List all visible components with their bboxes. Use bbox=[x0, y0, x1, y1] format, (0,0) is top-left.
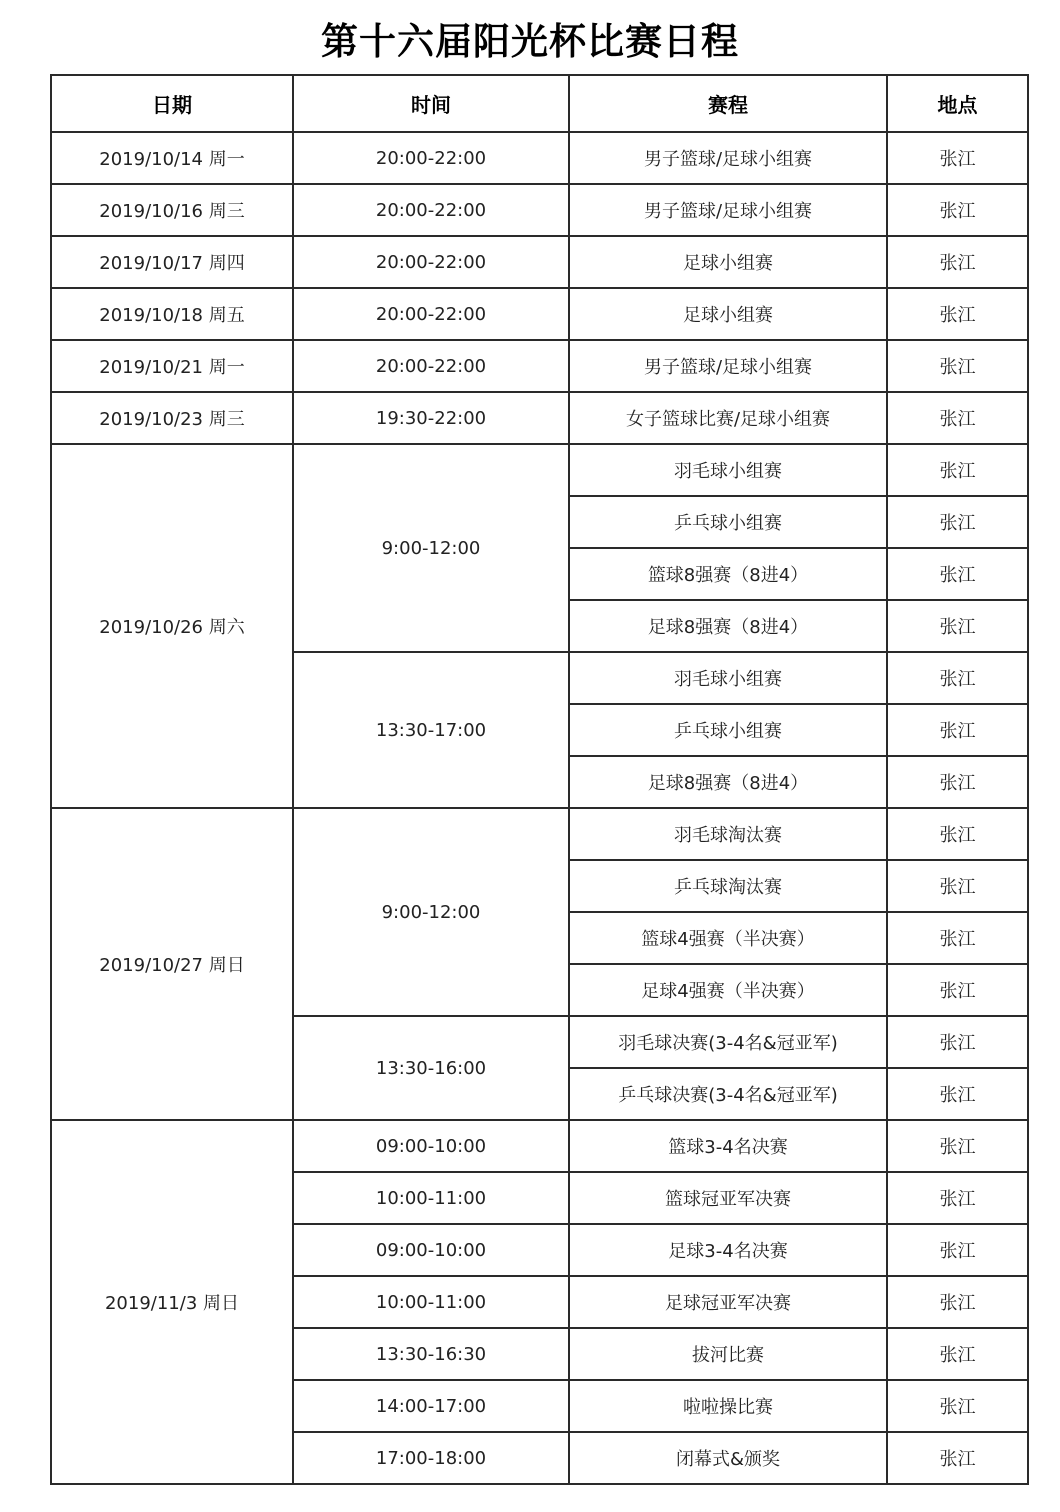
event-cell: 足球冠亚军决赛 bbox=[569, 1276, 887, 1328]
event-cell: 羽毛球淘汰赛 bbox=[569, 808, 887, 860]
location-cell: 张江 bbox=[887, 1068, 1028, 1120]
event-cell: 乒乓球淘汰赛 bbox=[569, 860, 887, 912]
location-cell: 张江 bbox=[887, 1276, 1028, 1328]
event-cell: 足球4强赛（半决赛） bbox=[569, 964, 887, 1016]
time-cell: 14:00-17:00 bbox=[293, 1380, 569, 1432]
date-cell: 2019/10/18 周五 bbox=[51, 288, 293, 340]
date-cell: 2019/10/27 周日 bbox=[51, 808, 293, 1120]
location-cell: 张江 bbox=[887, 1380, 1028, 1432]
time-cell: 19:30-22:00 bbox=[293, 392, 569, 444]
event-cell: 拔河比赛 bbox=[569, 1328, 887, 1380]
location-cell: 张江 bbox=[887, 444, 1028, 496]
event-cell: 篮球3-4名决赛 bbox=[569, 1120, 887, 1172]
event-cell: 男子篮球/足球小组赛 bbox=[569, 132, 887, 184]
page-title: 第十六届阳光杯比赛日程 bbox=[321, 20, 739, 63]
table-row bbox=[51, 808, 1028, 860]
date-cell: 2019/11/3 周日 bbox=[51, 1120, 293, 1484]
location-cell: 张江 bbox=[887, 808, 1028, 860]
table-row bbox=[51, 444, 1028, 496]
event-cell: 足球8强赛（8进4） bbox=[569, 756, 887, 808]
location-cell: 张江 bbox=[887, 1224, 1028, 1276]
location-cell: 张江 bbox=[887, 184, 1028, 236]
time-cell: 13:30-16:30 bbox=[293, 1328, 569, 1380]
event-cell: 足球3-4名决赛 bbox=[569, 1224, 887, 1276]
event-cell: 篮球8强赛（8进4） bbox=[569, 548, 887, 600]
location-cell: 张江 bbox=[887, 600, 1028, 652]
event-cell: 乒乓球小组赛 bbox=[569, 496, 887, 548]
location-cell: 张江 bbox=[887, 912, 1028, 964]
table-row bbox=[51, 392, 1028, 444]
time-cell: 20:00-22:00 bbox=[293, 184, 569, 236]
location-cell: 张江 bbox=[887, 756, 1028, 808]
location-cell: 张江 bbox=[887, 704, 1028, 756]
location-cell: 张江 bbox=[887, 964, 1028, 1016]
event-cell: 篮球冠亚军决赛 bbox=[569, 1172, 887, 1224]
location-cell: 张江 bbox=[887, 1328, 1028, 1380]
time-cell: 20:00-22:00 bbox=[293, 236, 569, 288]
location-cell: 张江 bbox=[887, 1120, 1028, 1172]
location-cell: 张江 bbox=[887, 236, 1028, 288]
time-cell: 9:00-12:00 bbox=[293, 808, 569, 1016]
table-row bbox=[51, 340, 1028, 392]
time-cell: 13:30-16:00 bbox=[293, 1016, 569, 1120]
table-row bbox=[51, 288, 1028, 340]
schedule-table bbox=[50, 74, 1029, 1485]
event-cell: 男子篮球/足球小组赛 bbox=[569, 340, 887, 392]
table-row bbox=[51, 184, 1028, 236]
time-cell: 17:00-18:00 bbox=[293, 1432, 569, 1484]
location-cell: 张江 bbox=[887, 288, 1028, 340]
date-cell: 2019/10/23 周三 bbox=[51, 392, 293, 444]
header-event: 赛程 bbox=[569, 75, 887, 132]
event-cell: 足球小组赛 bbox=[569, 288, 887, 340]
table-row bbox=[51, 1120, 1028, 1172]
time-cell: 20:00-22:00 bbox=[293, 340, 569, 392]
event-cell: 闭幕式&颁奖 bbox=[569, 1432, 887, 1484]
location-cell: 张江 bbox=[887, 392, 1028, 444]
event-cell: 篮球4强赛（半决赛） bbox=[569, 912, 887, 964]
event-cell: 足球小组赛 bbox=[569, 236, 887, 288]
location-cell: 张江 bbox=[887, 548, 1028, 600]
date-cell: 2019/10/26 周六 bbox=[51, 444, 293, 808]
time-cell: 10:00-11:00 bbox=[293, 1172, 569, 1224]
schedule-body bbox=[51, 132, 1028, 1484]
location-cell: 张江 bbox=[887, 1432, 1028, 1484]
time-cell: 13:30-17:00 bbox=[293, 652, 569, 808]
event-cell: 乒乓球小组赛 bbox=[569, 704, 887, 756]
location-cell: 张江 bbox=[887, 340, 1028, 392]
table-row bbox=[51, 132, 1028, 184]
event-cell: 啦啦操比赛 bbox=[569, 1380, 887, 1432]
date-cell: 2019/10/14 周一 bbox=[51, 132, 293, 184]
event-cell: 羽毛球小组赛 bbox=[569, 652, 887, 704]
location-cell: 张江 bbox=[887, 1016, 1028, 1068]
location-cell: 张江 bbox=[887, 496, 1028, 548]
date-cell: 2019/10/21 周一 bbox=[51, 340, 293, 392]
event-cell: 男子篮球/足球小组赛 bbox=[569, 184, 887, 236]
table-row bbox=[51, 236, 1028, 288]
location-cell: 张江 bbox=[887, 860, 1028, 912]
header-date: 日期 bbox=[51, 75, 293, 132]
header-time: 时间 bbox=[293, 75, 569, 132]
time-cell: 20:00-22:00 bbox=[293, 288, 569, 340]
event-cell: 乒乓球决赛(3-4名&冠亚军) bbox=[569, 1068, 887, 1120]
time-cell: 10:00-11:00 bbox=[293, 1276, 569, 1328]
time-cell: 9:00-12:00 bbox=[293, 444, 569, 652]
header-location: 地点 bbox=[887, 75, 1028, 132]
time-cell: 09:00-10:00 bbox=[293, 1224, 569, 1276]
time-cell: 09:00-10:00 bbox=[293, 1120, 569, 1172]
table-header-row bbox=[51, 75, 1028, 132]
location-cell: 张江 bbox=[887, 132, 1028, 184]
event-cell: 羽毛球决赛(3-4名&冠亚军) bbox=[569, 1016, 887, 1068]
event-cell: 羽毛球小组赛 bbox=[569, 444, 887, 496]
date-cell: 2019/10/17 周四 bbox=[51, 236, 293, 288]
location-cell: 张江 bbox=[887, 652, 1028, 704]
event-cell: 足球8强赛（8进4） bbox=[569, 600, 887, 652]
location-cell: 张江 bbox=[887, 1172, 1028, 1224]
event-cell: 女子篮球比赛/足球小组赛 bbox=[569, 392, 887, 444]
time-cell: 20:00-22:00 bbox=[293, 132, 569, 184]
date-cell: 2019/10/16 周三 bbox=[51, 184, 293, 236]
